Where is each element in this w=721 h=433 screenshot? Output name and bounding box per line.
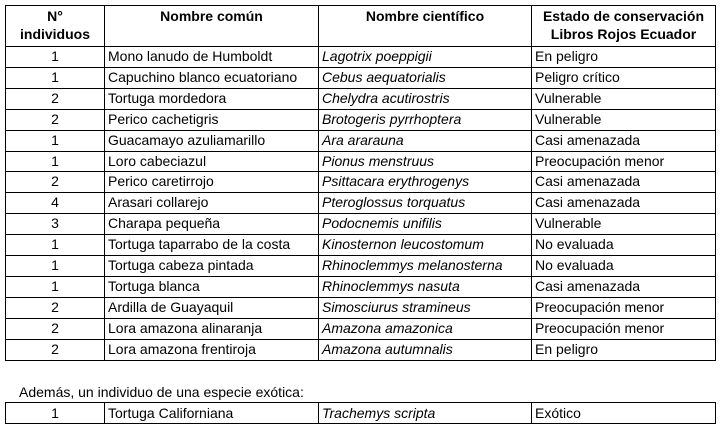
header-count-line1: N° [47, 8, 63, 24]
cell-count: 3 [6, 214, 105, 235]
cell-common-name: Tortuga mordedora [105, 88, 319, 109]
table-row [6, 214, 716, 235]
cell-scientific-name: Lagotrix poeppigii [319, 47, 532, 68]
cell-scientific-name: Cebus aequatorialis [319, 67, 532, 88]
exotic-species-note: Además, un individuo de una especie exótica: [19, 384, 304, 400]
table-row [6, 297, 716, 318]
cell-common-name: Tortuga cabeza pintada [105, 256, 319, 277]
cell-scientific-name: Trachemys scripta [319, 403, 532, 424]
table-header-row [6, 6, 716, 47]
cell-count: 1 [6, 403, 105, 424]
table-row [6, 403, 716, 424]
cell-count: 1 [6, 151, 105, 172]
cell-status: Exótico [532, 403, 716, 424]
cell-status: No evaluada [532, 256, 716, 277]
cell-status: Vulnerable [532, 109, 716, 130]
cell-common-name: Charapa pequeña [105, 214, 319, 235]
header-status-line2: Libros Rojos Ecuador [550, 26, 697, 42]
cell-common-name: Tortuga blanca [105, 276, 319, 297]
cell-common-name: Perico cachetigris [105, 109, 319, 130]
table-row [6, 67, 716, 88]
cell-status: Casi amenazada [532, 276, 716, 297]
table-row [6, 235, 716, 256]
table-row [6, 276, 716, 297]
species-table [5, 5, 716, 361]
cell-status: Casi amenazada [532, 193, 716, 214]
table-row [6, 151, 716, 172]
cell-scientific-name: Chelydra acutirostris [319, 88, 532, 109]
table-row [6, 109, 716, 130]
cell-scientific-name: Simosciurus stramineus [319, 297, 532, 318]
header-scientific-name [319, 6, 532, 47]
cell-scientific-name: Rhinoclemmys nasuta [319, 276, 532, 297]
header-common-name [105, 6, 319, 47]
cell-scientific-name: Pionus menstruus [319, 151, 532, 172]
cell-count: 1 [6, 47, 105, 68]
cell-scientific-name: Rhinoclemmys melanosterna [319, 256, 532, 277]
cell-count: 1 [6, 256, 105, 277]
cell-count: 2 [6, 297, 105, 318]
cell-status: Peligro crítico [532, 67, 716, 88]
cell-scientific-name: Psittacara erythrogenys [319, 172, 532, 193]
cell-count: 2 [6, 339, 105, 360]
header-count [6, 6, 105, 47]
cell-count: 4 [6, 193, 105, 214]
cell-scientific-name: Pteroglossus torquatus [319, 193, 532, 214]
cell-scientific-name: Brotogeris pyrrhoptera [319, 109, 532, 130]
cell-common-name: Lora amazona alinaranja [105, 318, 319, 339]
cell-count: 2 [6, 172, 105, 193]
cell-status: Preocupación menor [532, 318, 716, 339]
cell-status: En peligro [532, 339, 716, 360]
cell-status: Preocupación menor [532, 151, 716, 172]
cell-count: 1 [6, 235, 105, 256]
cell-common-name: Tortuga Californiana [105, 403, 319, 424]
cell-status: Vulnerable [532, 214, 716, 235]
cell-count: 2 [6, 318, 105, 339]
cell-common-name: Guacamayo azuliamarillo [105, 130, 319, 151]
cell-count: 2 [6, 109, 105, 130]
table-row [6, 318, 716, 339]
cell-common-name: Perico caretirrojo [105, 172, 319, 193]
cell-common-name: Arasari collarejo [105, 193, 319, 214]
header-scientific-name-text: Nombre científico [365, 8, 485, 24]
cell-common-name: Lora amazona frentiroja [105, 339, 319, 360]
exotic-species-table [5, 402, 716, 424]
cell-count: 1 [6, 130, 105, 151]
cell-scientific-name: Ara ararauna [319, 130, 532, 151]
table-row [6, 193, 716, 214]
cell-status: En peligro [532, 47, 716, 68]
header-count-line2: individuos [20, 26, 90, 42]
header-conservation-status [532, 6, 716, 47]
cell-common-name: Tortuga taparrabo de la costa [105, 235, 319, 256]
cell-count: 1 [6, 276, 105, 297]
header-status-line1: Estado de conservación [542, 8, 705, 24]
table-row [6, 256, 716, 277]
cell-count: 2 [6, 88, 105, 109]
cell-scientific-name: Amazona amazonica [319, 318, 532, 339]
table-row [6, 88, 716, 109]
cell-status: Casi amenazada [532, 172, 716, 193]
cell-common-name: Ardilla de Guayaquil [105, 297, 319, 318]
header-common-name-text: Nombre común [160, 8, 263, 24]
cell-status: Vulnerable [532, 88, 716, 109]
cell-count: 1 [6, 67, 105, 88]
cell-scientific-name: Podocnemis unifilis [319, 214, 532, 235]
cell-common-name: Loro cabeciazul [105, 151, 319, 172]
table-row [6, 130, 716, 151]
table-row [6, 47, 716, 68]
cell-status: Casi amenazada [532, 130, 716, 151]
cell-common-name: Capuchino blanco ecuatoriano [105, 67, 319, 88]
table-row [6, 172, 716, 193]
cell-status: No evaluada [532, 235, 716, 256]
cell-scientific-name: Kinosternon leucostomum [319, 235, 532, 256]
cell-common-name: Mono lanudo de Humboldt [105, 47, 319, 68]
cell-status: Preocupación menor [532, 297, 716, 318]
table-row [6, 339, 716, 360]
cell-scientific-name: Amazona autumnalis [319, 339, 532, 360]
